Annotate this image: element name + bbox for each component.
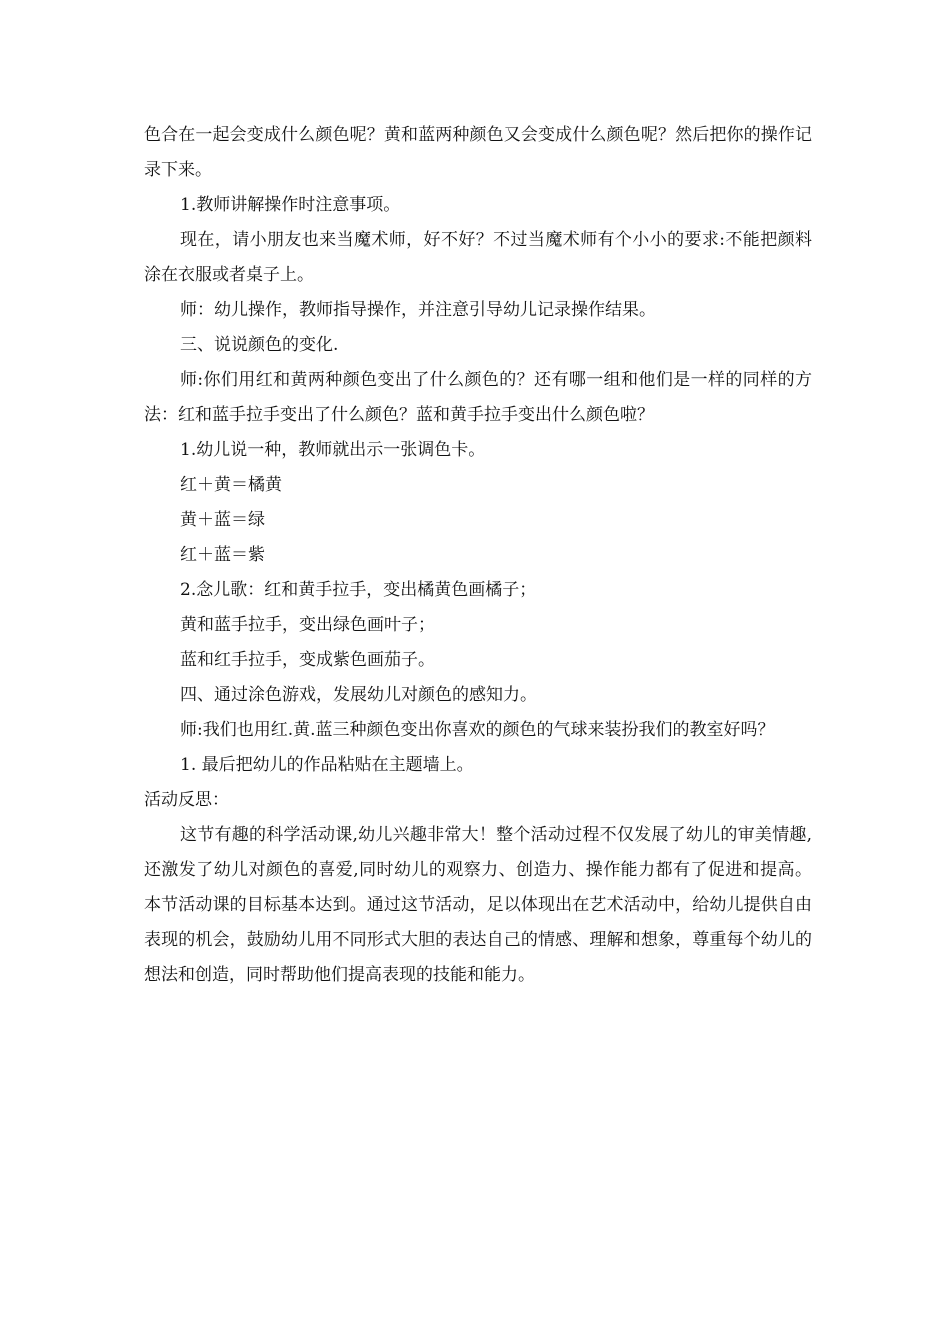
paragraph-continuation: 色合在一起会变成什么颜色呢？黄和蓝两种颜色又会变成什么颜色呢？然后把你的操作记录下来。 [144, 125, 812, 180]
rhyme-line-blue-red: 蓝和红手拉手，变成紫色画茄子。 [180, 650, 435, 670]
color-formula-red-yellow: 红＋黄＝橘黄 [180, 475, 282, 495]
heading-activity-reflection: 活动反思： [144, 790, 229, 810]
paragraph-teacher-question: 师:你们用红和黄两种颜色变出了什么颜色的？还有哪一组和他们是一样的同样的方法：红和蓝手拉手变出了什么颜色？蓝和黄手拉手变出什么颜色啦？ [144, 370, 812, 425]
paragraph-magician: 现在，请小朋友也来当魔术师，好不好？不过当魔术师有个小小的要求:不能把颜料涂在衣服或者桌子上。 [144, 230, 812, 285]
paragraph-child-operation: 师：幼儿操作，教师指导操作，并注意引导幼儿记录操作结果。 [180, 300, 656, 320]
color-formula-yellow-blue: 黄＋蓝＝绿 [180, 510, 265, 530]
section-heading-three: 三、说说颜色的变化. [180, 335, 339, 355]
step-show-color-card: 1.幼儿说一种，教师就出示一张调色卡。 [180, 440, 486, 460]
step-paste-works: 1. 最后把幼儿的作品粘贴在主题墙上。 [180, 755, 474, 775]
rhyme-line-yellow-blue: 黄和蓝手拉手，变出绿色画叶子； [180, 615, 435, 635]
color-formula-red-blue: 红＋蓝＝紫 [180, 545, 265, 565]
paragraph-reflection: 这节有趣的科学活动课,幼儿兴趣非常大！整个活动过程不仅发展了幼儿的审美情趣,还激发了幼儿对颜色的喜爱,同时幼儿的观察力、创造力、操作能力都有了促进和提高。本节活动课的目标基本达到。通过这节活动，足以体现出在艺术活动中，给幼儿提供自由表现的机会，鼓励幼儿用不同形式大胆的表达自己的情感、理解和想象，尊重每个幼儿的想法和创造，同时帮助他们提高表现的技能和能力。 [144, 825, 812, 985]
document-body [144, 118, 812, 993]
step-teacher-explains: 1.教师讲解操作时注意事项。 [180, 195, 401, 215]
paragraph-balloon-game: 师:我们也用红.黄.蓝三种颜色变出你喜欢的颜色的气球来装扮我们的教室好吗？ [180, 720, 775, 740]
section-heading-four: 四、通过涂色游戏，发展幼儿对颜色的感知力。 [180, 685, 537, 705]
step-nursery-rhyme: 2.念儿歌：红和黄手拉手，变出橘黄色画橘子； [180, 580, 537, 600]
